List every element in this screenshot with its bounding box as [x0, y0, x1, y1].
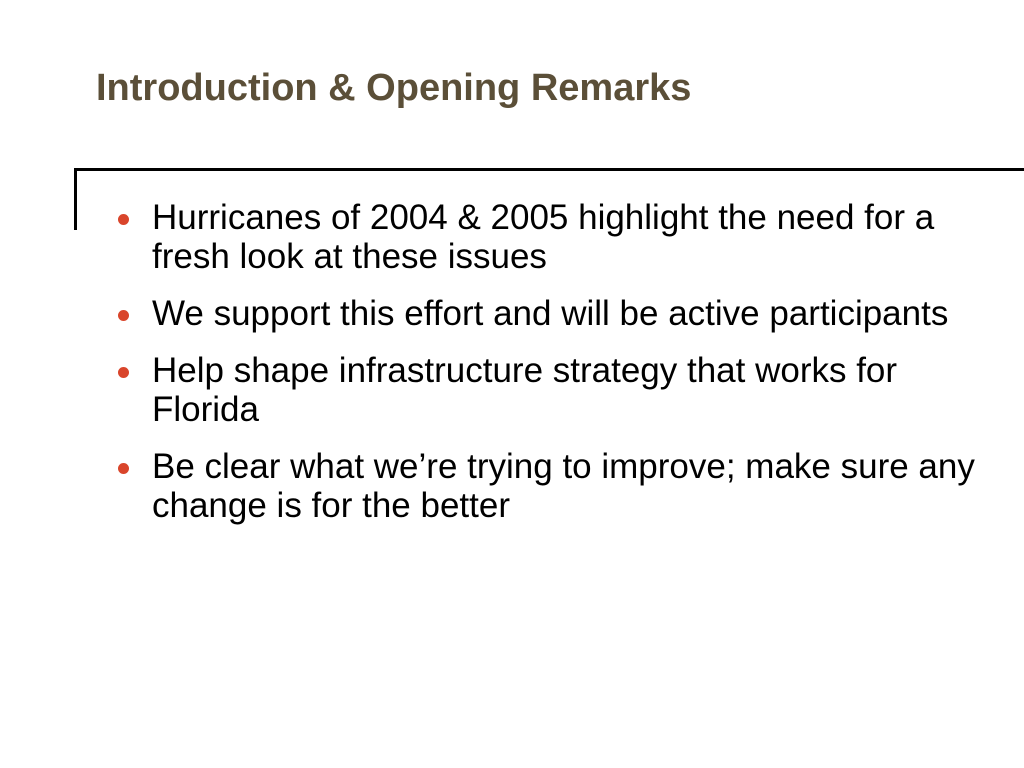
bullet-dot-icon: [118, 367, 129, 378]
bullet-text: Help shape infrastructure strategy that works for Florida: [152, 351, 898, 429]
bullet-text: Be clear what we’re trying to improve; make sure any change is for the better: [152, 447, 975, 525]
bullet-text: We support this effort and will be active participants: [152, 294, 949, 333]
bullet-item: [118, 351, 1008, 429]
bullet-dot-icon: [118, 310, 129, 321]
bullet-text: Hurricanes of 2004 & 2005 highlight the need for a fresh look at these issues: [152, 198, 935, 276]
bullet-item: [118, 294, 1008, 333]
bullet-list: [118, 198, 1008, 543]
title-divider-horizontal: [74, 168, 1024, 171]
bullet-item: [118, 447, 1008, 525]
bullet-item: [118, 198, 1008, 276]
title-divider-vertical: [74, 168, 77, 230]
bullet-dot-icon: [118, 214, 129, 225]
bullet-dot-icon: [118, 463, 129, 474]
slide-title: Introduction & Opening Remarks: [96, 67, 692, 109]
